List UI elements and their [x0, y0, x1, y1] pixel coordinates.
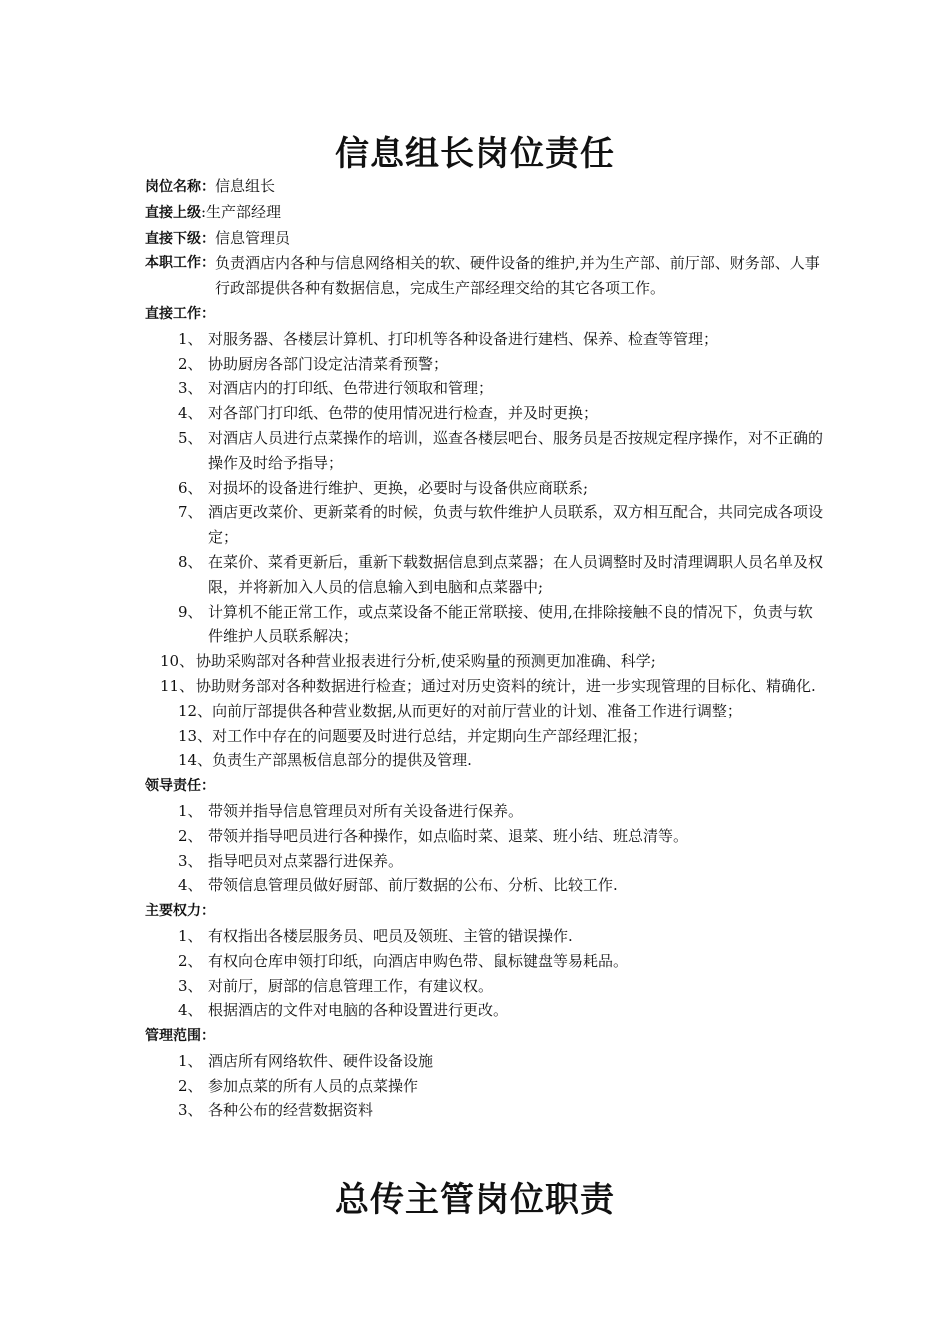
list-item-number: 4、 — [178, 876, 203, 895]
list-item-number: 4、 — [178, 1001, 203, 1020]
list-item-number: 7、 — [178, 503, 203, 522]
list-item-text: 对酒店内的打印纸、色带进行领取和管理； — [208, 379, 494, 398]
list-item-text: 负责生产部黑板信息部分的提供及管理. — [212, 751, 472, 770]
list-item-text: 对各部门打印纸、色带的使用情况进行检查，并及时更换； — [208, 404, 599, 423]
list-item-text: 在菜价、菜肴更新后，重新下载数据信息到点菜器；在人员调整时及时清理调职人员名单及权限，并将新加入人员的信息输入到电脑和点菜器中; — [208, 552, 824, 596]
list-item-number: 5、 — [178, 428, 203, 447]
list-item-text: 协助厨房各部门设定沽清菜肴预警； — [208, 354, 449, 373]
subordinate-row — [145, 226, 825, 252]
superior-value: :生产部经理 — [201, 202, 282, 221]
list-item-text: 有权向仓库申领打印纸，向酒店申购色带、鼠标键盘等易耗品。 — [208, 951, 629, 970]
list-item-text: 对酒店人员进行点菜操作的培训，巡查各楼层吧台、服务员是否按规定程序操作，对不正确的操作及时给予指导； — [208, 428, 824, 472]
list-item-number: 2、 — [178, 826, 203, 845]
list-item-text: 带领并指导吧员进行各种操作，如点临时菜、退菜、班小结、班总清等。 — [208, 826, 689, 845]
list-item-number: 3、 — [178, 851, 203, 870]
list-item — [145, 550, 825, 600]
list-item-text: 协助采购部对各种营业报表进行分析,使采购量的预测更加准确、科学; — [196, 652, 656, 671]
authority-list — [145, 924, 825, 1023]
list-item — [145, 500, 825, 550]
list-item-number: 4、 — [178, 404, 203, 423]
list-item-number: 3、 — [178, 976, 203, 995]
list-item-text: 参加点菜的所有人员的点菜操作 — [208, 1076, 419, 1095]
list-item-text: 指导吧员对点菜器行进保养。 — [208, 851, 404, 870]
scope-list — [145, 1049, 825, 1123]
list-item-number: 1、 — [178, 801, 203, 820]
list-item — [145, 724, 825, 749]
list-item — [145, 1098, 825, 1123]
list-item-number: 6、 — [178, 478, 203, 497]
list-item — [145, 327, 825, 352]
main-duty-label: 本职工作： — [145, 255, 215, 272]
list-item-text: 对前厅，厨部的信息管理工作，有建议权。 — [208, 976, 494, 995]
list-item-text: 向前厅部提供各种营业数据,从而更好的对前厅营业的计划、准备工作进行调整； — [212, 701, 742, 720]
superior-row — [145, 200, 825, 226]
list-item-number: 14、 — [178, 751, 213, 770]
direct-work-list — [145, 327, 825, 773]
list-item — [145, 748, 825, 773]
list-item-number: 2、 — [178, 951, 203, 970]
next-document-title: 总传主管岗位职责 — [335, 1180, 615, 1220]
list-item — [145, 649, 825, 674]
list-item — [145, 824, 825, 849]
list-item — [145, 352, 825, 377]
list-item-number: 2、 — [178, 1076, 203, 1095]
list-item-number: 1、 — [178, 1051, 203, 1070]
list-item-text: 酒店更改菜价、更新菜肴的时候，负责与软件维护人员联系，双方相互配合，共同完成各项设定； — [208, 503, 824, 547]
list-item-text: 根据酒店的文件对电脑的各种设置进行更改。 — [208, 1001, 509, 1020]
main-duty-row — [145, 251, 825, 301]
subordinate-value: 信息管理员 — [215, 228, 291, 247]
list-item — [145, 924, 825, 949]
list-item — [145, 974, 825, 999]
list-item — [145, 1074, 825, 1099]
list-item-text: 有权指出各楼层服务员、吧员及领班、主管的错误操作. — [208, 926, 573, 945]
list-item-number: 1、 — [178, 926, 203, 945]
main-duty-value: 负责酒店内各种与信息网络相关的软、硬件设备的维护,并为生产部、前厅部、财务部、人事行政部提供各种有数据信息，完成生产部经理交给的其它各项工作。 — [215, 254, 820, 298]
leadership-list — [145, 799, 825, 898]
section-heading: 直接工作： — [145, 305, 215, 322]
list-item — [145, 600, 825, 650]
list-item — [145, 1049, 825, 1074]
position-name-value: 信息组长 — [215, 177, 276, 195]
list-item-text: 酒店所有网络软件、硬件设备设施 — [208, 1051, 434, 1070]
list-item — [145, 476, 825, 501]
list-item-number: 3、 — [178, 379, 203, 398]
list-item — [145, 401, 825, 426]
list-item — [145, 674, 825, 699]
list-item — [145, 426, 825, 476]
scope-heading — [145, 1023, 825, 1049]
subordinate-label: 直接下级： — [145, 230, 215, 247]
list-item-text: 带领信息管理员做好厨部、前厅数据的公布、分析、比较工作. — [208, 876, 618, 895]
position-name-row — [145, 174, 825, 200]
superior-label: 直接上级 — [145, 204, 201, 221]
list-item — [145, 873, 825, 898]
section-heading: 主要权力： — [145, 903, 215, 920]
list-item — [145, 998, 825, 1023]
list-item-text: 各种公布的经营数据资料 — [208, 1101, 374, 1120]
list-item-number: 11、 — [160, 676, 195, 695]
list-item — [145, 949, 825, 974]
list-item-text: 对服务器、各楼层计算机、打印机等各种设备进行建档、保养、检查等管理； — [208, 329, 719, 348]
document-body — [145, 174, 825, 1123]
list-item-text: 对工作中存在的问题要及时进行总结，并定期向生产部经理汇报； — [212, 726, 648, 745]
list-item-text: 带领并指导信息管理员对所有关设备进行保养。 — [208, 801, 524, 820]
position-name-label: 岗位名称： — [145, 179, 215, 195]
list-item-text: 计算机不能正常工作，或点菜设备不能正常联接、使用,在排除接触不良的情况下，负责与软件维护人员联系解决； — [208, 602, 813, 646]
list-item-number: 10、 — [160, 652, 195, 671]
list-item — [145, 849, 825, 874]
list-item-number: 1、 — [178, 329, 203, 348]
list-item-text: 协助财务部对各种数据进行检查；通过对历史资料的统计，进一步实现管理的目标化、精确化. — [196, 676, 816, 695]
authority-heading — [145, 898, 825, 924]
list-item — [145, 699, 825, 724]
direct-work-heading — [145, 301, 825, 327]
list-item-number: 12、 — [178, 701, 213, 720]
list-item — [145, 376, 825, 401]
list-item — [145, 799, 825, 824]
section-heading: 领导责任： — [145, 778, 215, 795]
section-heading: 管理范围： — [145, 1028, 215, 1045]
list-item-number: 8、 — [178, 552, 203, 571]
leadership-heading — [145, 773, 825, 799]
list-item-number: 3、 — [178, 1101, 203, 1120]
document-title: 信息组长岗位责任 — [335, 134, 615, 174]
list-item-number: 9、 — [178, 602, 203, 621]
list-item-text: 对损坏的设备进行维护、更换，必要时与设备供应商联系; — [208, 478, 589, 497]
list-item-number: 13、 — [178, 726, 213, 745]
list-item-number: 2、 — [178, 354, 203, 373]
